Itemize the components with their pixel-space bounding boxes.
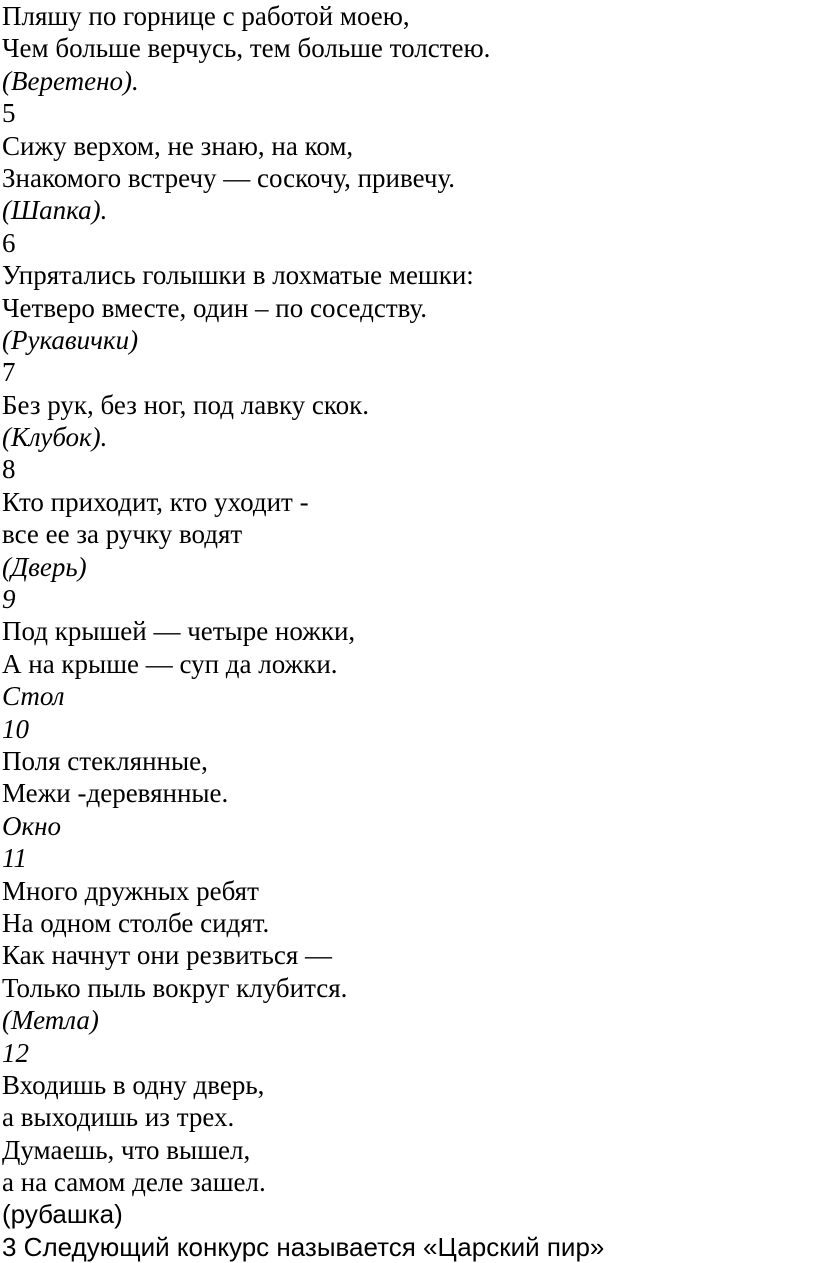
riddle-answer: (Метла)	[2, 1005, 99, 1036]
riddle-number: 8	[2, 454, 16, 485]
riddle-answer: Окно	[2, 810, 62, 841]
riddle-number: 12	[2, 1037, 29, 1068]
riddle-number: 7	[2, 357, 16, 388]
riddle-number: 5	[2, 98, 16, 129]
riddle-answer: Стол	[2, 681, 65, 712]
riddle-line: Сижу верхом, не знаю, на ком,	[2, 130, 354, 161]
riddle-line: На одном столбе сидят.	[2, 907, 270, 938]
riddle-line: Думаешь, что вышел,	[2, 1134, 251, 1165]
riddle-answer: (Дверь)	[2, 551, 87, 582]
riddle-line: а выходишь из трех.	[2, 1102, 235, 1133]
riddle-line: Под крышей — четыре ножки,	[2, 616, 356, 647]
riddle-line: все ее за ручку водят	[2, 519, 243, 550]
riddle-line: Четверо вместе, один – по соседству.	[2, 292, 427, 323]
contest-heading: 3 Следующий конкурс называется «Царский пир»	[2, 1231, 605, 1262]
riddle-line: Чем больше верчусь, тем больше толстею.	[2, 33, 491, 64]
riddle-answer: (Шапка).	[2, 195, 108, 226]
riddle-line: Входишь в одну дверь,	[2, 1069, 265, 1100]
document-body	[2, 0, 812, 1263]
riddle-number: 6	[2, 227, 16, 258]
riddle-line: Пляшу по горнице с работой моею,	[2, 1, 410, 31]
riddle-line: Поля стеклянные,	[2, 745, 208, 776]
riddle-line: Без рук, без ног, под лавку скок.	[2, 389, 370, 420]
riddle-number: 10	[2, 713, 29, 744]
riddle-line: Кто приходит, кто уходит -	[2, 486, 309, 517]
riddle-line: Только пыль вокруг клубится.	[2, 972, 348, 1003]
riddle-line: Межи -деревянные.	[2, 778, 229, 809]
riddle-answer: (Рукавички)	[2, 324, 139, 355]
riddle-answer: (рубашка)	[2, 1199, 123, 1230]
riddle-line: Знакомого встречу — соскочу, привечу.	[2, 162, 456, 193]
riddle-number: 9	[2, 584, 16, 615]
riddle-number: 11	[2, 843, 27, 874]
riddle-line: Упрятались голышки в лохматые мешки:	[2, 260, 474, 291]
riddle-answer: (Веретено).	[2, 65, 139, 96]
riddle-line: а на самом деле зашел.	[2, 1167, 266, 1198]
riddle-line: Как начнут они резвиться —	[2, 940, 333, 971]
riddle-answer: (Клубок).	[2, 422, 108, 453]
riddle-line: А на крыше — суп да ложки.	[2, 648, 338, 679]
riddle-line: Много дружных ребят	[2, 875, 259, 906]
